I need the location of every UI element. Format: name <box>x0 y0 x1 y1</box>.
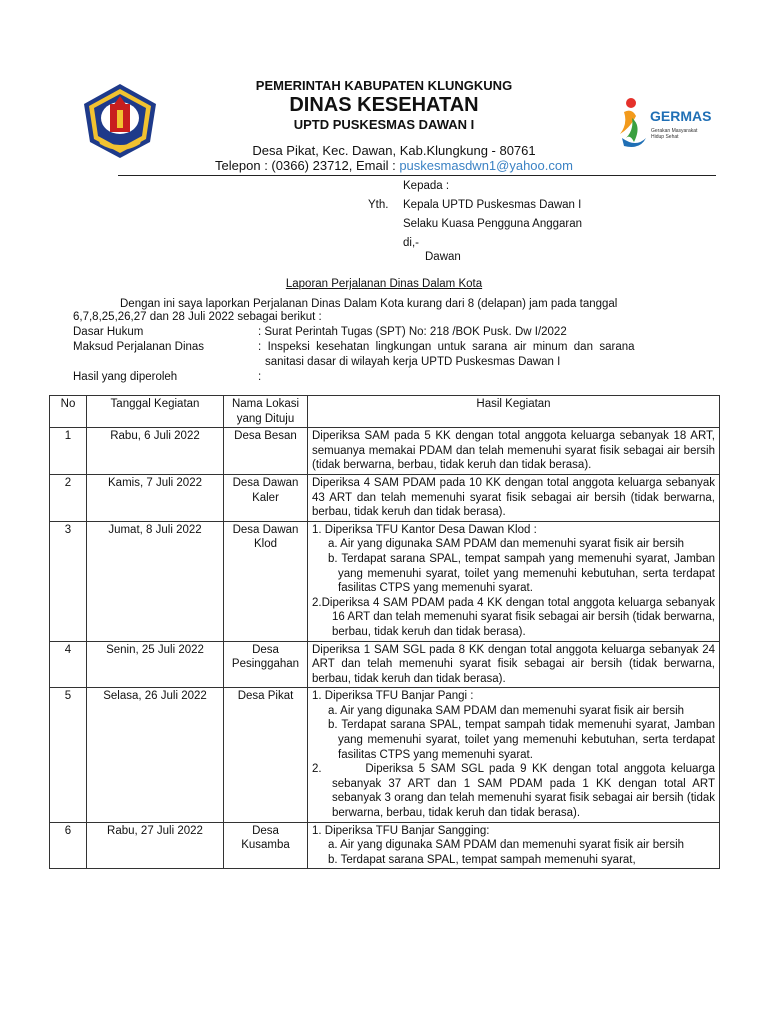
letterhead-address: Desa Pikat, Kec. Dawan, Kab.Klungkung - 80761 <box>252 143 536 158</box>
table-row <box>50 641 720 688</box>
row-result <box>308 822 720 869</box>
germas-tagline-2: Hidup Sehat <box>651 134 679 140</box>
row-no: 4 <box>50 641 87 688</box>
table-row <box>50 521 720 641</box>
row-result: Diperiksa 1 SAM SGL pada 8 KK dengan total anggota keluarga sebanyak 24 ART dan telah memenuhi syarat fisik sebagai air bersih (tidak berwarna, berbau, tidak keruh dan tidak berasa). <box>308 641 720 688</box>
header-result: Hasil Kegiatan <box>308 396 720 428</box>
result-item: 2. Diperiksa 5 SAM SGL pada 9 KK dengan total anggota keluarga sebanyak 37 ART dan 1 SAM PDAM pada 1 KK dengan total ART sebanyak 3 orang dan telah memenuhi syarat fisik sebagai air bersih (tidak berwarna, berbau, tidak keruh dan tidak berasa). <box>312 763 719 820</box>
recipient-yth: Yth. <box>368 199 389 211</box>
phone-text: Telepon : (0366) 23712, Email : <box>215 158 400 173</box>
hasil-label: Hasil yang diperoleh <box>73 371 178 383</box>
row-no: 2 <box>50 474 87 521</box>
germas-wordmark: GERMAS <box>650 108 712 124</box>
recipient-line-3: di,- <box>403 237 419 249</box>
row-no: 5 <box>50 688 87 822</box>
table-row <box>50 822 720 869</box>
result-subitem: a. Air yang digunaka SAM PDAM dan memenuhi syarat fisik air bersih <box>328 538 685 551</box>
letterhead-agency: DINAS KESEHATAN <box>289 94 479 116</box>
letterhead-unit: UPTD PUSKESMAS DAWAN I <box>293 117 475 132</box>
result-subitem: a. Air yang digunaka SAM PDAM dan memenuhi syarat fisik air bersih <box>328 839 685 852</box>
result-subitem: b. Terdapat sarana SPAL, tempat sampah tidak memenuhi syarat, Jamban yang memenuhi syarat, toilet yang memenuhi kebutuhan, serta terdapat fasilitas CTPS yang memenuhi syarat. <box>328 719 715 761</box>
result-item: 1. Diperiksa TFU Banjar Sangging: <box>312 824 490 837</box>
germas-tagline-1: Gerakan Masyarakat <box>651 128 698 134</box>
row-location: Desa Pikat <box>224 688 308 822</box>
row-location: Desa Besan <box>224 428 308 475</box>
email-link[interactable]: puskesmasdwn1@yahoo.com <box>399 158 573 173</box>
maksud-value-2: sanitasi dasar di wilayah kerja UPTD Puskesmas Dawan I <box>265 356 561 368</box>
recipient-kepada: Kepada : <box>403 180 450 192</box>
letterhead-government: PEMERINTAH KABUPATEN KLUNGKUNG <box>255 78 513 93</box>
recipient-line-2: Selaku Kuasa Pengguna Anggaran <box>403 218 583 230</box>
row-result <box>308 688 720 822</box>
row-result: Diperiksa SAM pada 5 KK dengan total anggota keluarga sebanyak 18 ART, semuanya memakai PDAM dan telah memenuhi syarat fisik sebagai air bersih (tidak berwarna, berbau, tidak keruh dan tidak berasa). <box>308 428 720 475</box>
intro-line-2: 6,7,8,25,26,27 dan 28 Juli 2022 sebagai berikut : <box>73 311 322 323</box>
row-no: 3 <box>50 521 87 641</box>
row-date: Jumat, 8 Juli 2022 <box>87 521 224 641</box>
header-date: Tanggal Kegiatan <box>87 396 224 428</box>
result-subitem: b. Terdapat sarana SPAL, tempat sampah memenuhi syarat, <box>328 853 636 866</box>
letterhead-divider <box>118 175 716 176</box>
row-location: Desa Kusamba <box>224 822 308 869</box>
row-no: 1 <box>50 428 87 475</box>
result-item: 1. Diperiksa TFU Kantor Desa Dawan Klod : <box>312 523 537 536</box>
dasar-hukum-label: Dasar Hukum <box>73 326 144 338</box>
table-row <box>50 688 720 822</box>
intro-line-1: Dengan ini saya laporkan Perjalanan Dinas Dalam Kota kurang dari 8 (delapan) jam pada tanggal <box>120 298 618 310</box>
row-date: Senin, 25 Juli 2022 <box>87 641 224 688</box>
row-result <box>308 521 720 641</box>
row-no: 6 <box>50 822 87 869</box>
row-location: Desa Dawan Klod <box>224 521 308 641</box>
hasil-value: : <box>258 371 262 383</box>
row-date: Selasa, 26 Juli 2022 <box>87 688 224 822</box>
row-result: Diperiksa 4 SAM PDAM pada 10 KK dengan total anggota keluarga sebanyak 43 ART dan telah memenuhi syarat fisik sebagai air bersih (tidak berwarna, berbau, tidak keruh dan tidak berasa). <box>308 474 720 521</box>
header-no: No <box>50 396 87 428</box>
table-header-row <box>50 396 720 428</box>
maksud-label: Maksud Perjalanan Dinas <box>73 341 205 353</box>
letterhead-contact <box>0 158 768 173</box>
table-row <box>50 474 720 521</box>
recipient-line-1: Kepala UPTD Puskesmas Dawan I <box>403 199 582 211</box>
result-item: 2.Diperiksa 4 SAM PDAM pada 4 KK dengan total anggota keluarga sebanyak 16 ART dan telah memenuhi syarat fisik sebagai air bersih (tidak berwarna, berbau, tidak keruh dan tidak berasa). <box>312 596 715 638</box>
row-date: Kamis, 7 Juli 2022 <box>87 474 224 521</box>
activity-table <box>49 395 720 869</box>
table-row <box>50 428 720 475</box>
maksud-value-1: : Inspeksi kesehatan lingkungan untuk sarana air minum dan sarana <box>258 341 635 353</box>
result-subitem: a. Air yang digunaka SAM PDAM dan memenuhi syarat fisik air bersih <box>328 704 685 717</box>
result-item: 1. Diperiksa TFU Banjar Pangi : <box>312 690 474 703</box>
row-date: Rabu, 6 Juli 2022 <box>87 428 224 475</box>
dasar-hukum-value: : Surat Perintah Tugas (SPT) No: 218 /BOK Pusk. Dw I/2022 <box>258 326 567 338</box>
row-location: Desa Dawan Kaler <box>224 474 308 521</box>
result-subitem: b. Terdapat sarana SPAL, tempat sampah yang memenuhi syarat, Jamban yang memenuhi syarat, toilet yang memenuhi kebutuhan, serta terdapat fasilitas CTPS yang memenuhi syarat. <box>328 552 715 595</box>
row-date: Rabu, 27 Juli 2022 <box>87 822 224 869</box>
row-location: Desa Pesinggahan <box>224 641 308 688</box>
header-location: Nama Lokasi yang Dituju <box>224 396 308 428</box>
report-title: Laporan Perjalanan Dinas Dalam Kota <box>285 278 483 290</box>
recipient-line-4: Dawan <box>425 251 461 263</box>
